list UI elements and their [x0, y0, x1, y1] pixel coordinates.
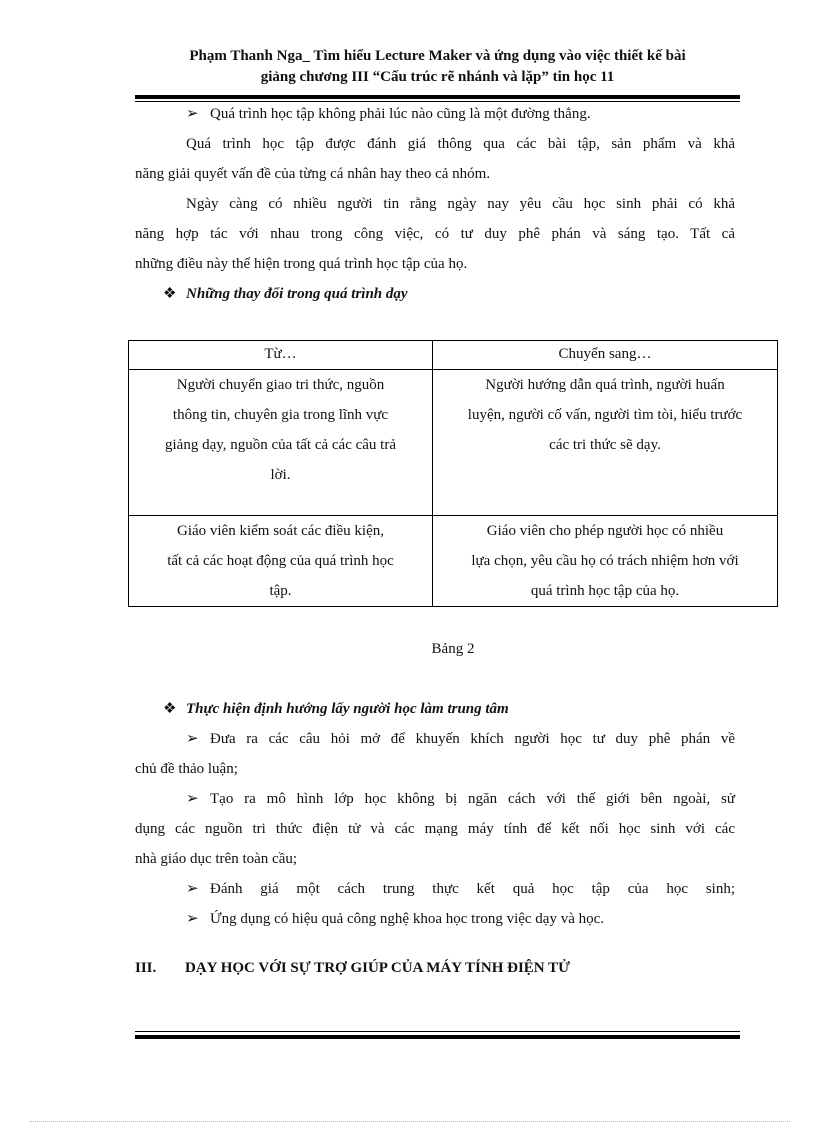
subheading-learner-centered: Thực hiện định hướng lấy người học làm trung tâm: [186, 701, 509, 717]
table-cell-to: [433, 516, 778, 607]
table-header-row: [129, 341, 778, 370]
cell-line: Người chuyển giao tri thức, nguồn: [176, 377, 385, 393]
bullet-4-text: Ứng dụng có hiệu quả công nghệ khoa học trong việc dạy và học.: [210, 911, 605, 927]
diamond-bullet-icon: ❖: [163, 701, 177, 717]
arrow-bullet-icon: ➢: [186, 791, 199, 807]
table-cell-to: [433, 370, 778, 516]
para2-line1: Ngày càng có nhiều người tin rằng ngày nay yêu cầu học sinh phải có khả: [186, 196, 735, 212]
table-header-to: Chuyển sang…: [433, 341, 778, 370]
section-title: DẠY HỌC VỚI SỰ TRỢ GIÚP CỦA MÁY TÍNH ĐIỆN TỬ: [185, 960, 571, 976]
para2-line3: những điều này thể hiện trong quá trình học tập của họ.: [135, 256, 468, 272]
para2-line2: năng hợp tác với nhau trong công việc, có tư duy phê phán và sáng tạo. Tất cả: [135, 226, 735, 242]
arrow-bullet-icon: ➢: [186, 911, 199, 927]
cell-line: các tri thức sẽ dạy.: [549, 437, 661, 453]
para1-line2: năng giải quyết vấn đề của từng cá nhân hay theo cả nhóm.: [135, 166, 491, 182]
cell-line: tập.: [269, 583, 292, 599]
table-caption: Bảng 2: [431, 641, 475, 657]
bullet-3-text: Đánh giá một cách trung thực kết quả học tập của học sinh;: [210, 881, 735, 897]
arrow-bullet-icon: ➢: [186, 881, 199, 897]
comparison-table: [128, 340, 778, 607]
table-row: [129, 516, 778, 607]
para1-line1: Quá trình học tập được đánh giá thông qua các bài tập, sản phẩm và khả: [186, 136, 735, 152]
cell-line: thông tin, chuyên gia trong lĩnh vực: [172, 407, 389, 423]
table-header-from: Từ…: [129, 341, 433, 370]
page-bottom-dotted-line: [30, 1121, 790, 1122]
bullet-top-text: Quá trình học tập không phải lúc nào cũng là một đường thẳng.: [210, 106, 591, 122]
cell-line: giảng dạy, nguồn của tất cả các câu trả: [165, 437, 396, 453]
table-cell-from: [129, 370, 433, 516]
table-row: [129, 370, 778, 516]
bullet-1-line2: chủ đề thảo luận;: [135, 761, 238, 777]
bullet-2-line2: dụng các nguồn tri thức điện tử và các mạng máy tính để kết nối học sinh với các: [135, 821, 735, 837]
section-number: III.: [135, 960, 157, 976]
footer-rule-thick: [135, 1035, 740, 1039]
section-heading: [135, 955, 570, 981]
cell-line: Giáo viên cho phép người học có nhiều: [486, 523, 724, 539]
cell-line: quá trình học tập của họ.: [530, 583, 680, 599]
cell-line: luyện, người cố vấn, người tìm tòi, hiểu trước: [467, 407, 743, 423]
header-line-1: Phạm Thanh Nga_ Tìm hiểu Lecture Maker và ứng dụng vào việc thiết kế bài: [189, 48, 686, 64]
diamond-bullet-icon: ❖: [163, 286, 177, 302]
cell-line: Giáo viên kiểm soát các điều kiện,: [176, 523, 384, 539]
bullet-1-line1: Đưa ra các câu hỏi mở để khuyến khích người học tư duy phê phán về: [210, 731, 735, 747]
footer-rule-thin: [135, 1031, 740, 1032]
cell-line: lời.: [270, 467, 291, 483]
table-cell-from: [129, 516, 433, 607]
cell-line: tất cả các hoạt động của quá trình học: [167, 553, 394, 569]
arrow-bullet-icon: ➢: [186, 731, 199, 747]
header-line-2: giảng chương III “Cấu trúc rẽ nhánh và lặp” tin học 11: [260, 69, 615, 85]
bullet-2-line3: nhà giáo dục trên toàn cầu;: [135, 851, 298, 867]
arrow-bullet-icon: ➢: [186, 106, 199, 122]
bullet-2-line1: Tạo ra mô hình lớp học không bị ngăn cách với thế giới bên ngoài, sử: [210, 791, 735, 807]
cell-line: lựa chọn, yêu cầu họ có trách nhiệm hơn với: [471, 553, 739, 569]
subheading-teaching-changes: Những thay đổi trong quá trình dạy: [186, 286, 408, 302]
cell-line: Người hướng dẫn quá trình, người huấn: [485, 377, 725, 393]
page-header: [135, 46, 740, 88]
